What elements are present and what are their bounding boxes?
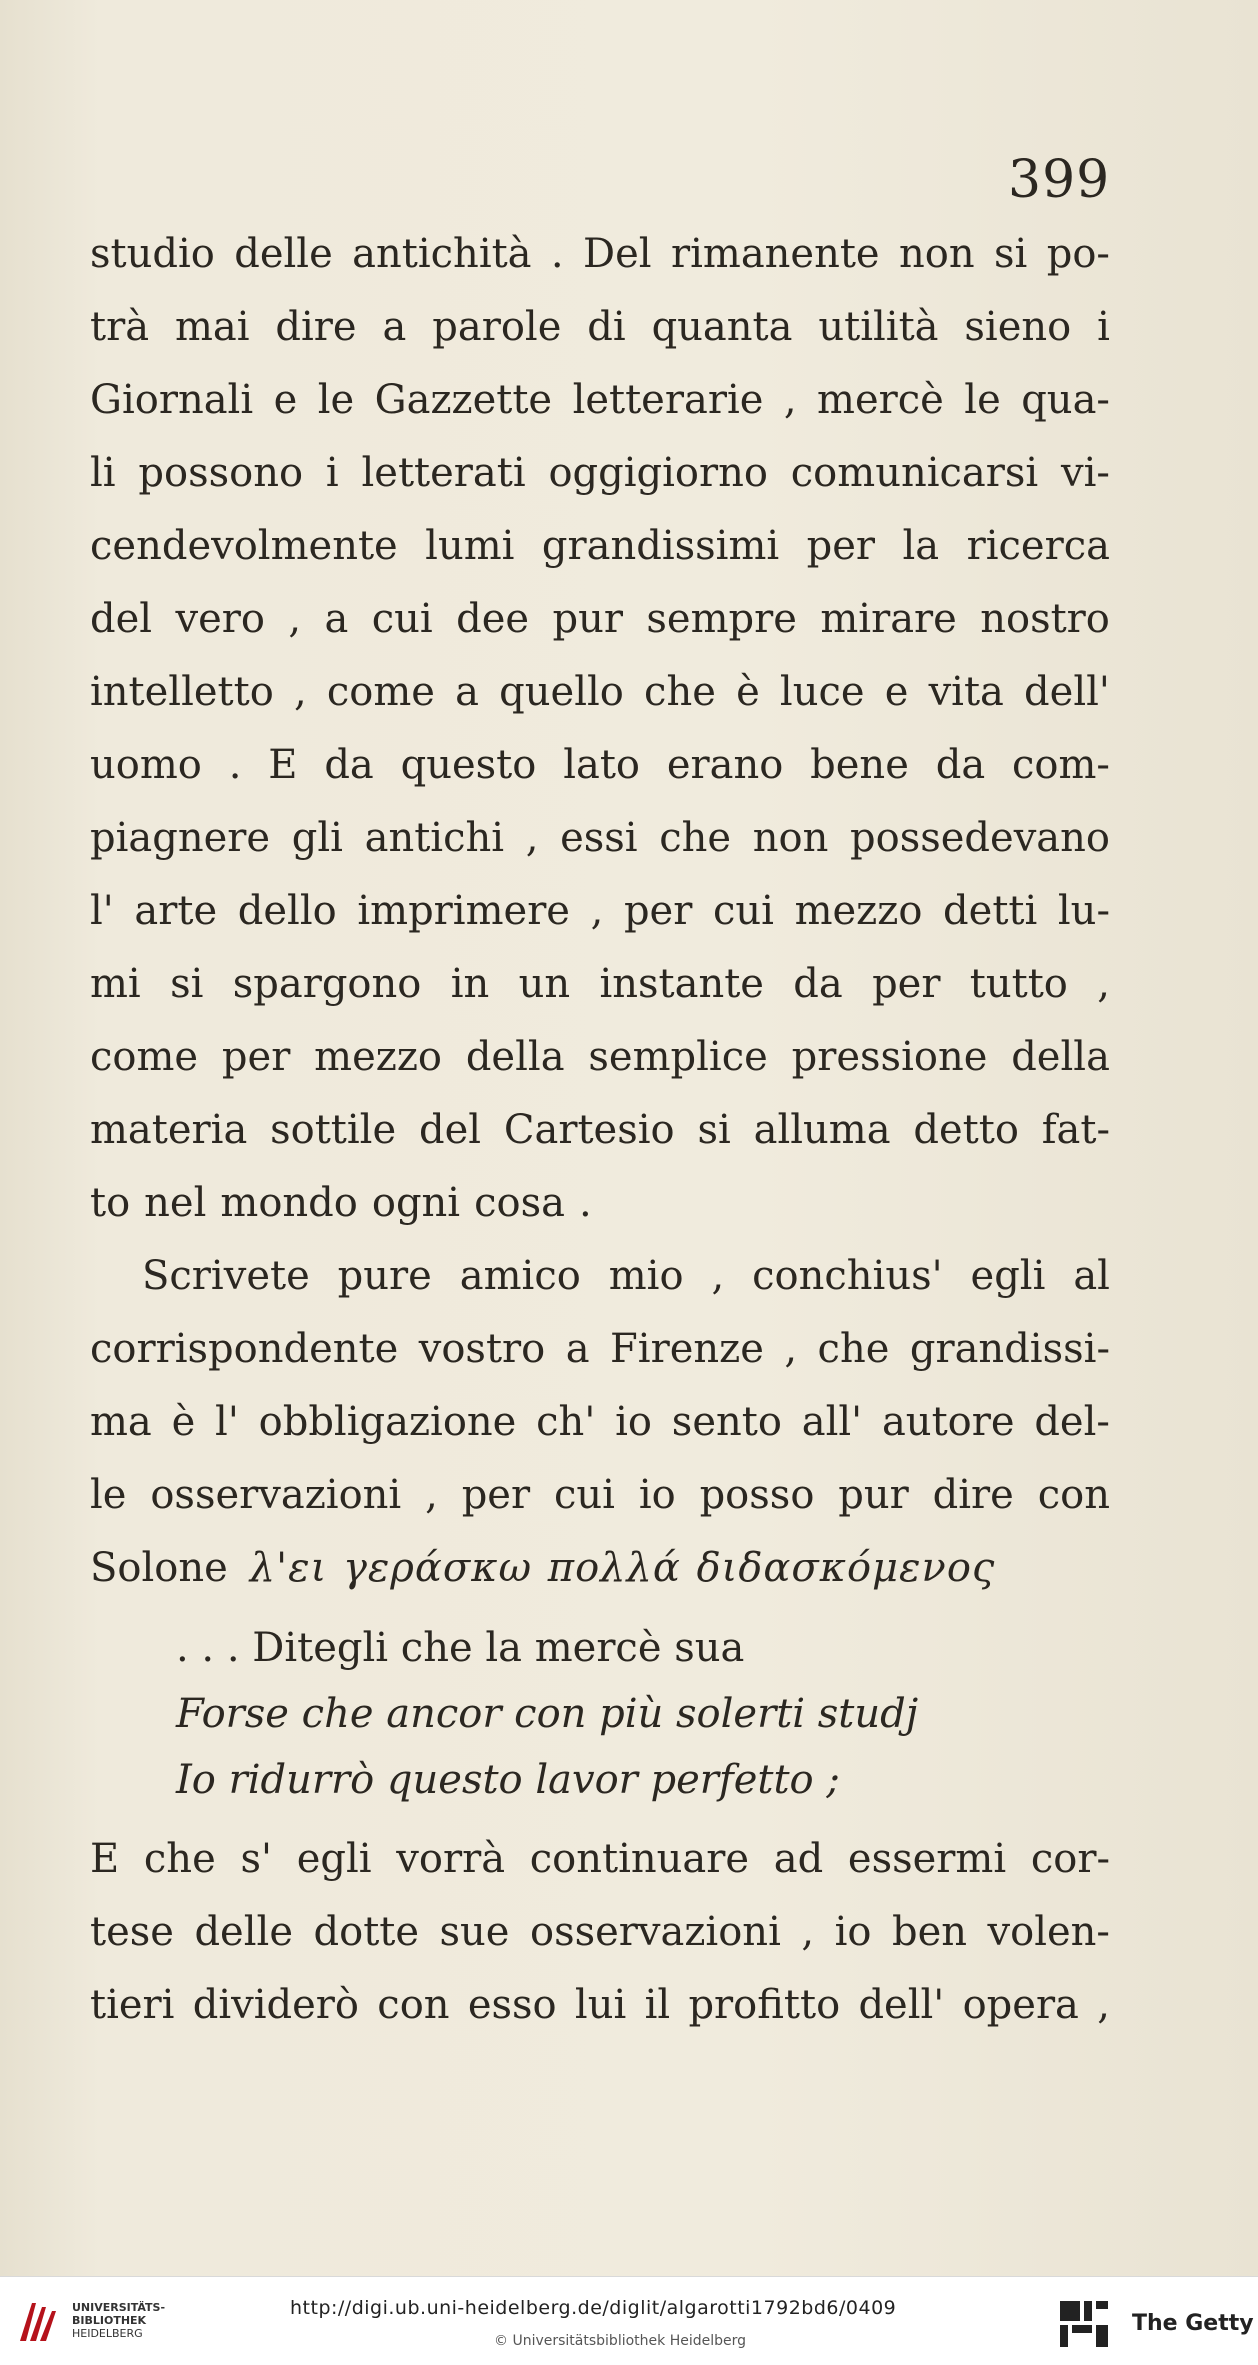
word: vostro <box>418 1326 546 1372</box>
word: da <box>935 742 986 788</box>
word: del- <box>1034 1399 1110 1445</box>
text-line <box>90 1021 1110 1094</box>
word: io <box>615 1399 652 1445</box>
word: Scrivete <box>142 1253 310 1299</box>
word: tieri <box>90 1982 175 2028</box>
word: questo <box>400 742 537 788</box>
word: comunicarsi <box>790 450 1039 496</box>
word: semplice <box>588 1034 768 1080</box>
word: osservazioni <box>529 1909 781 1955</box>
word: quello <box>499 669 624 715</box>
word: lumi <box>425 523 515 569</box>
word: alluma <box>753 1107 891 1153</box>
word: essi <box>560 815 638 861</box>
word: io <box>834 1909 872 1955</box>
word: mezzo <box>794 888 923 934</box>
verse-line-1: . . . Ditegli che la mercè sua <box>176 1625 745 1671</box>
greek-quote: λ'ει γεράσκω πολλά διδασκόμενος <box>249 1545 996 1591</box>
word: egli <box>970 1253 1046 1299</box>
word: sottile <box>270 1107 397 1153</box>
word: sieno <box>964 304 1072 350</box>
word: sento <box>671 1399 782 1445</box>
word: cui <box>371 596 433 642</box>
getty-logo-icon <box>1058 2299 1110 2349</box>
word: e <box>884 669 909 715</box>
library-name-line-2: BIBLIOTHEK <box>72 2314 147 2327</box>
word: E <box>90 1836 120 1882</box>
word: è <box>171 1399 196 1445</box>
word: possedevano <box>850 815 1110 861</box>
word: vita <box>928 669 1004 715</box>
word: to <box>90 1180 131 1226</box>
word: vi- <box>1061 450 1110 496</box>
word: l' <box>90 888 114 934</box>
word: , <box>525 815 539 861</box>
word: imprimere <box>357 888 570 934</box>
word: e <box>273 377 298 423</box>
word: per <box>461 1472 531 1518</box>
word: per <box>872 961 941 1007</box>
word: bene <box>810 742 909 788</box>
word: l' <box>215 1399 239 1445</box>
word: dee <box>456 596 530 642</box>
text-line <box>90 1969 1110 2042</box>
text-line <box>90 364 1110 437</box>
verse-line-2: Forse che ancor con più solerti studj <box>176 1691 919 1737</box>
text-line <box>90 1823 1110 1896</box>
word: tese <box>90 1909 174 1955</box>
text-line-solone <box>90 1532 1110 1605</box>
word: , <box>293 669 307 715</box>
word: tutto <box>969 961 1068 1007</box>
word: luce <box>779 669 865 715</box>
word: delle <box>234 231 333 277</box>
word: mondo <box>220 1180 358 1226</box>
word: per <box>221 1034 291 1080</box>
text-line <box>90 656 1110 729</box>
text-line <box>90 1094 1110 1167</box>
word: detti <box>943 888 1038 934</box>
word: cui <box>553 1472 615 1518</box>
permalink-link[interactable]: http://digi.ub.uni-heidelberg.de/diglit/algarotti1792bd6/0409 <box>290 2297 897 2319</box>
text-line <box>90 948 1110 1021</box>
word: si <box>697 1107 731 1153</box>
word: profitto <box>688 1982 841 2028</box>
word: pur <box>552 596 623 642</box>
text-line <box>90 875 1110 948</box>
word: , <box>801 1909 815 1955</box>
word: non <box>752 815 829 861</box>
word: quanta <box>651 304 793 350</box>
word: che <box>644 669 716 715</box>
paragraph-2 <box>90 1240 1110 1532</box>
word: vero <box>175 596 265 642</box>
word: . <box>228 742 242 788</box>
word: al <box>1073 1253 1110 1299</box>
word: le <box>317 377 355 423</box>
library-name-line-1: UNIVERSITÄTS- <box>72 2301 166 2314</box>
word: della <box>1011 1034 1110 1080</box>
word: in <box>450 961 490 1007</box>
text-line <box>90 802 1110 875</box>
word: dotte <box>313 1909 420 1955</box>
word: letterarie <box>572 377 764 423</box>
copyright-notice: © Universitätsbibliothek Heidelberg <box>494 2333 747 2349</box>
word: opera <box>962 1982 1079 2028</box>
word: oggigiorno <box>548 450 768 496</box>
word: sue <box>439 1909 510 1955</box>
word: è <box>736 669 760 715</box>
word: per <box>623 888 693 934</box>
word: nostro <box>980 596 1110 642</box>
text-line <box>90 1386 1110 1459</box>
word: autore <box>881 1399 1015 1445</box>
verse-line-3: Io ridurrò questo lavor perfetto ; <box>176 1757 840 1803</box>
word: detto <box>913 1107 1019 1153</box>
word: cosa <box>474 1180 565 1226</box>
word: che <box>817 1326 890 1372</box>
word: pressione <box>791 1034 988 1080</box>
word: , <box>784 1326 798 1372</box>
word: . <box>550 231 564 277</box>
word: cor- <box>1030 1836 1110 1882</box>
text-line <box>90 510 1110 583</box>
word: . <box>578 1180 592 1226</box>
word: mercè <box>817 377 944 423</box>
word: ma <box>90 1399 152 1445</box>
word: che <box>143 1836 216 1882</box>
word: dividerò <box>192 1982 360 2028</box>
word: cendevolmente <box>90 523 398 569</box>
word: mi <box>90 961 141 1007</box>
word: un <box>518 961 571 1007</box>
word: essermi <box>847 1836 1007 1882</box>
word: del <box>90 596 153 642</box>
page-number: 399 <box>1008 150 1111 210</box>
word: le <box>90 1472 127 1518</box>
word: ch' <box>536 1399 596 1445</box>
university-library-logo-icon <box>12 2297 62 2347</box>
word: , <box>1097 961 1110 1007</box>
word: ad <box>773 1836 824 1882</box>
word: delle <box>194 1909 293 1955</box>
word: uomo <box>90 742 202 788</box>
word: , <box>425 1472 438 1518</box>
word: parole <box>432 304 562 350</box>
word: mai <box>174 304 250 350</box>
viewer-footer <box>0 2276 1258 2365</box>
word: a <box>565 1326 590 1372</box>
word: gli <box>291 815 343 861</box>
word: volen- <box>987 1909 1110 1955</box>
word: con <box>1037 1472 1110 1518</box>
text-line <box>90 1240 1110 1313</box>
word: lato <box>563 742 640 788</box>
word: , <box>1097 1982 1110 2028</box>
word: Del <box>583 231 652 277</box>
word: Solone <box>90 1545 228 1591</box>
word: esso <box>467 1982 557 2028</box>
word: non <box>899 231 975 277</box>
library-name <box>72 2301 165 2340</box>
word: com- <box>1012 742 1110 788</box>
word: studio <box>90 231 215 277</box>
word: cui <box>712 888 774 934</box>
text-line <box>90 1459 1110 1532</box>
word: pur <box>838 1472 909 1518</box>
word: piagnere <box>90 815 271 861</box>
word: po- <box>1046 231 1110 277</box>
word: obbligazione <box>258 1399 517 1445</box>
library-name-line-3: HEIDELBERG <box>72 2327 143 2340</box>
word: a <box>382 304 407 350</box>
word: conchius' <box>752 1253 943 1299</box>
text-line <box>90 729 1110 802</box>
word: che <box>659 815 732 861</box>
word: dire <box>932 1472 1014 1518</box>
word: , <box>783 377 797 423</box>
word: letterati <box>361 450 526 496</box>
word: ricerca <box>966 523 1110 569</box>
paragraph-1 <box>90 218 1110 1240</box>
word: pure <box>337 1253 432 1299</box>
word: mirare <box>820 596 957 642</box>
word: egli <box>296 1836 372 1882</box>
word: mezzo <box>314 1034 442 1080</box>
word: utilità <box>818 304 939 350</box>
word: all' <box>801 1399 863 1445</box>
word: intelletto <box>90 669 274 715</box>
word: grandissi- <box>909 1326 1110 1372</box>
word: da <box>324 742 374 788</box>
text-line <box>90 218 1110 291</box>
word: erano <box>666 742 784 788</box>
getty-label: The Getty <box>1132 2311 1254 2336</box>
word: Gazzette <box>374 377 553 423</box>
paragraph-3 <box>90 1823 1110 2042</box>
word: rimanente <box>670 231 880 277</box>
word: qua- <box>1021 377 1110 423</box>
word: amico <box>459 1253 581 1299</box>
word: si <box>170 961 204 1007</box>
word: il <box>644 1982 671 2028</box>
text-line <box>90 1313 1110 1386</box>
word: io <box>638 1472 676 1518</box>
word: continuare <box>529 1836 750 1882</box>
word: dell' <box>1024 669 1110 715</box>
word: i <box>325 450 339 496</box>
word: li <box>90 450 116 496</box>
word: , <box>590 888 604 934</box>
word: del <box>418 1107 482 1153</box>
word: lu- <box>1057 888 1110 934</box>
word: Cartesio <box>503 1107 675 1153</box>
word: di <box>587 304 626 350</box>
word: trà <box>90 304 150 350</box>
word: come <box>90 1034 199 1080</box>
word: antichità <box>352 231 532 277</box>
word: dell' <box>858 1982 945 2028</box>
text-line <box>90 1167 1110 1240</box>
word: da <box>793 961 843 1007</box>
word: corrispondente <box>90 1326 399 1372</box>
word: s' <box>240 1836 272 1882</box>
word: Firenze <box>610 1326 764 1372</box>
word: mio <box>608 1253 684 1299</box>
word: nel <box>144 1180 207 1226</box>
word: con <box>377 1982 450 2028</box>
word: osservazioni <box>150 1472 402 1518</box>
word: spargono <box>232 961 422 1007</box>
word: si <box>994 231 1028 277</box>
word: possono <box>138 450 304 496</box>
word: posso <box>699 1472 815 1518</box>
text-block <box>90 218 1110 2042</box>
word: le <box>964 377 1001 423</box>
text-line <box>90 1896 1110 1969</box>
word: antichi <box>364 815 505 861</box>
text-line <box>90 437 1110 510</box>
word: come <box>326 669 435 715</box>
word: i <box>1097 304 1110 350</box>
word: vorrà <box>396 1836 506 1882</box>
word: a <box>324 596 349 642</box>
word: E <box>268 742 298 788</box>
text-line <box>90 291 1110 364</box>
word: a <box>455 669 479 715</box>
word: materia <box>90 1107 248 1153</box>
word: per <box>806 523 876 569</box>
word: instante <box>599 961 764 1007</box>
text-line <box>90 583 1110 656</box>
word: ben <box>891 1909 968 1955</box>
word: dello <box>237 888 337 934</box>
word: fat- <box>1041 1107 1110 1153</box>
word: arte <box>134 888 218 934</box>
word: ogni <box>371 1180 461 1226</box>
word: , <box>711 1253 725 1299</box>
word: dire <box>275 304 357 350</box>
word: grandissimi <box>541 523 780 569</box>
word: della <box>465 1034 565 1080</box>
word: lui <box>574 1982 627 2028</box>
word: , <box>288 596 302 642</box>
word: Giornali <box>90 377 254 423</box>
word: la <box>902 523 940 569</box>
word: sempre <box>646 596 797 642</box>
